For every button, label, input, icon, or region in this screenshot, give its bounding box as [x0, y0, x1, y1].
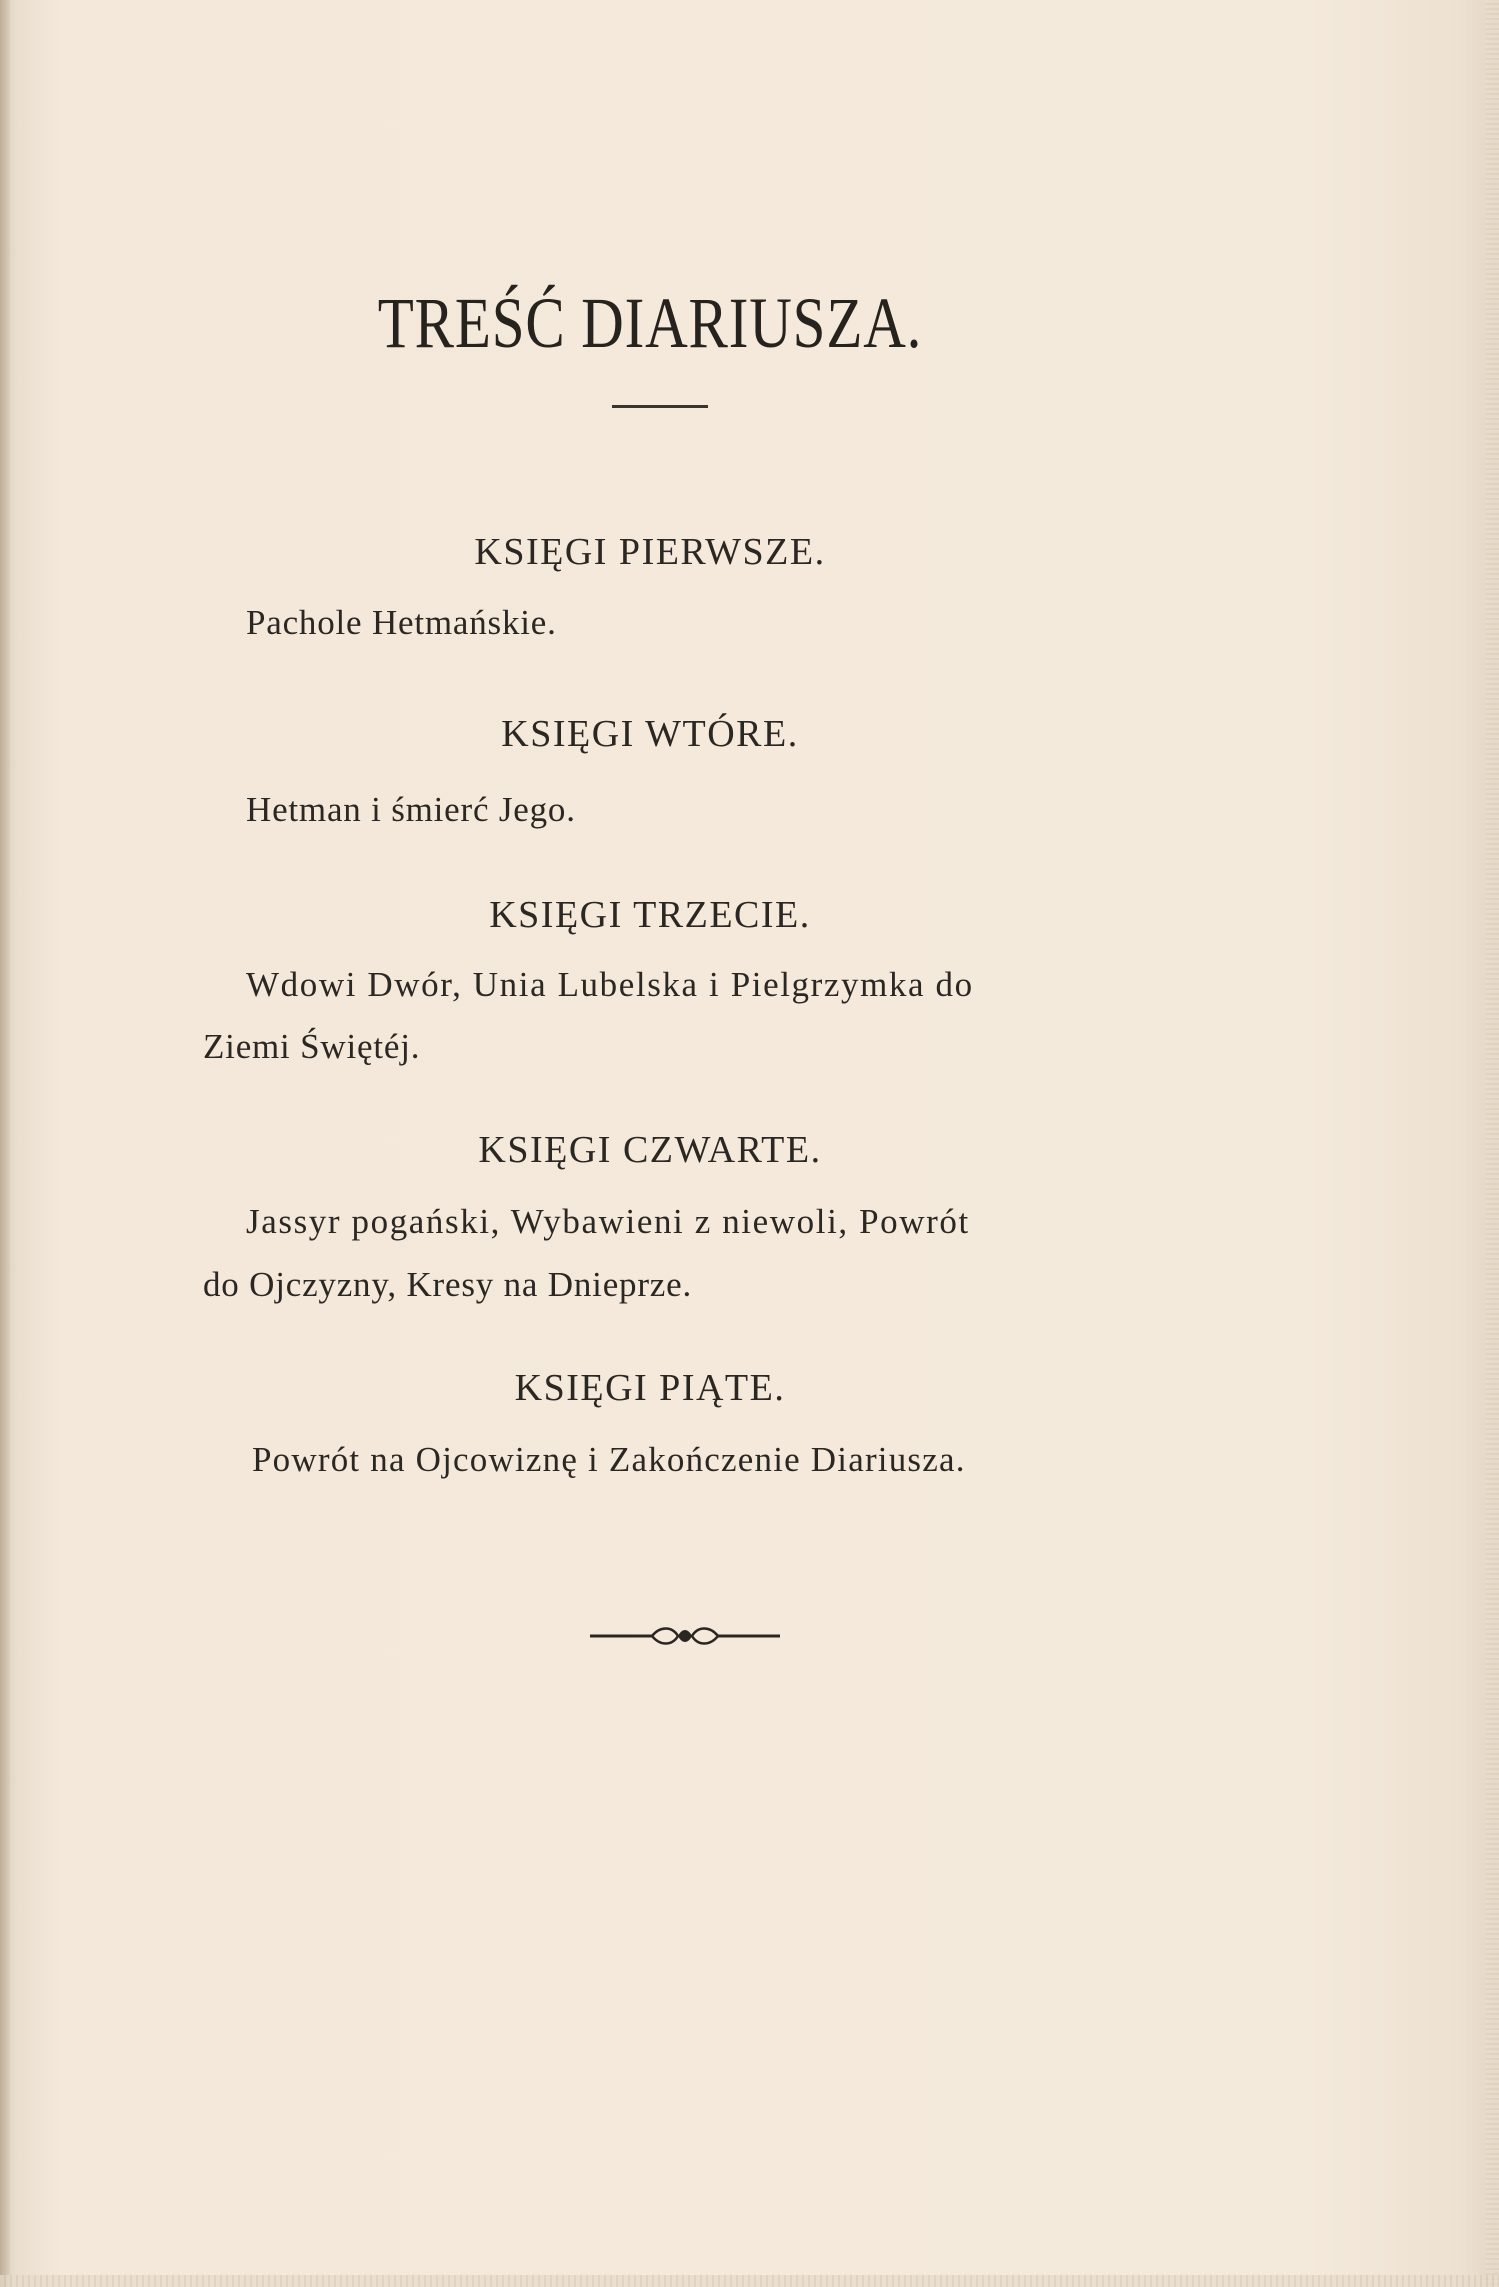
book-3-desc-line-2: Ziemi Świętéj.	[203, 1027, 421, 1066]
book-4-desc-line-1: Jassyr pogański, Wybawieni z niewoli, Powrót	[246, 1202, 970, 1241]
page-right-edge	[1485, 0, 1499, 2287]
title-rule-divider	[612, 405, 708, 408]
book-1-desc-line-1: Pachole Hetmańskie.	[246, 603, 557, 642]
book-2-heading: KSIĘGI WTÓRE.	[501, 713, 799, 755]
book-5-heading: KSIĘGI PIĄTE.	[514, 1367, 786, 1409]
book-4-desc-line-2: do Ojczyzny, Kresy na Dnieprze.	[203, 1265, 693, 1304]
book-4-heading: KSIĘGI CZWARTE.	[478, 1129, 822, 1171]
page-bottom-edge	[0, 2275, 1499, 2287]
book-3-desc-line-1: Wdowi Dwór, Unia Lubelska i Pielgrzymka do	[246, 965, 974, 1004]
fleuron-ornament-icon	[590, 1618, 780, 1654]
book-3-heading: KSIĘGI TRZECIE.	[489, 894, 811, 936]
page-title: TREŚĆ DIARIUSZA.	[377, 283, 923, 363]
book-1-heading: KSIĘGI PIERWSZE.	[474, 531, 826, 573]
book-5-desc-line-1: Powrót na Ojcowiznę i Zakończenie Diariusza.	[252, 1440, 966, 1479]
book-2-desc-line-1: Hetman i śmierć Jego.	[246, 790, 576, 829]
